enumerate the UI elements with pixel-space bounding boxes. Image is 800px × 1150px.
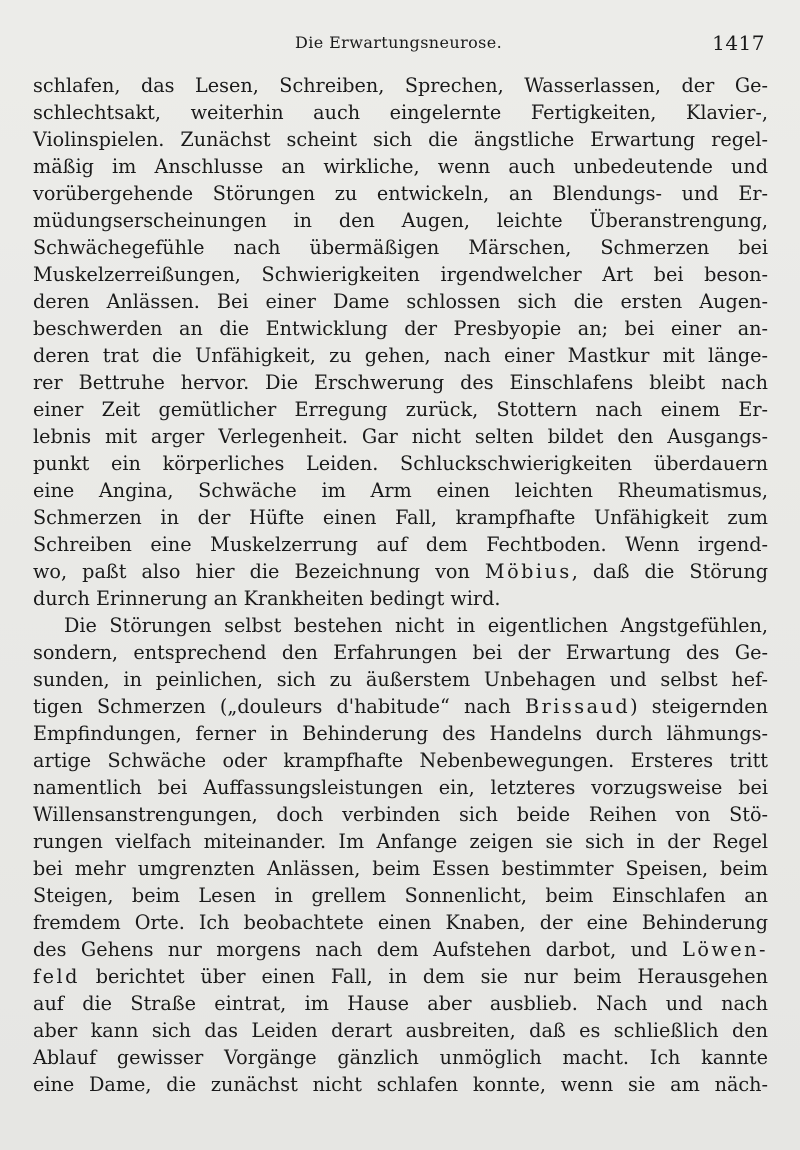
text-line: Die Störungen selbst bestehen nicht in eigentlichen Angstgefühlen,: [64, 614, 768, 637]
text-line: sondern, entsprechend den Erfahrungen bei der Erwartung des Ge-: [33, 641, 768, 664]
text-line: bei mehr umgrenzten Anlässen, beim Essen bestimmter Speisen, beim: [33, 857, 768, 880]
paragraph-1: [33, 72, 768, 612]
text-line: sunden, in peinlichen, sich zu äußerstem Unbehagen und selbst hef-: [33, 668, 768, 691]
text-line: rungen vielfach miteinander. Im Anfange zeigen sie sich in der Regel: [33, 830, 768, 853]
text-segment: , daß die Störung: [571, 560, 768, 583]
text-line: einer Zeit gemütlicher Erregung zurück, Stottern nach einem Er-: [33, 398, 768, 421]
text-line: [33, 963, 768, 990]
text-line: beschwerden an die Entwicklung der Presbyopie an; bei einer an-: [33, 317, 768, 340]
text-line: schlechtsakt, weiterhin auch eingelernte Fertigkeiten, Klavier-,: [33, 101, 768, 124]
page-number: 1417: [712, 31, 765, 55]
spaced-name: Löwen-: [682, 938, 768, 961]
text-line: namentlich bei Auffassungsleistungen ein, letzteres vorzugsweise bei: [33, 776, 768, 799]
text-line: punkt ein körperliches Leiden. Schluckschwierigkeiten überdauern: [33, 452, 768, 475]
text-line: Violinspielen. Zunächst scheint sich die ängstliche Erwartung regel-: [33, 128, 768, 151]
body-text: [33, 72, 768, 1098]
text-line: auf die Straße eintrat, im Hause aber ausblieb. Nach und nach: [33, 992, 768, 1015]
text-line: Empfindungen, ferner in Behinderung des Handelns durch lähmungs-: [33, 722, 768, 745]
text-segment: wo, paßt also hier die Bezeichnung von: [33, 560, 485, 583]
text-line: Schmerzen in der Hüfte einen Fall, krampfhafte Unfähigkeit zum: [33, 506, 768, 529]
text-line: [33, 693, 768, 720]
text-line: Steigen, beim Lesen in grellem Sonnenlicht, beim Einschlafen an: [33, 884, 768, 907]
text-line: lebnis mit arger Verlegenheit. Gar nicht selten bildet den Ausgangs-: [33, 425, 768, 448]
text-line: Muskelzerreißungen, Schwierigkeiten irgendwelcher Art bei beson-: [33, 263, 768, 286]
text-line: artige Schwäche oder krampfhafte Nebenbewegungen. Ersteres tritt: [33, 749, 768, 772]
text-segment: berichtet über einen Fall, in dem sie nur beim Herausgehen: [79, 965, 768, 988]
text-line: aber kann sich das Leiden derart ausbreiten, daß es schließlich den: [33, 1019, 768, 1042]
text-line: fremdem Orte. Ich beobachtete einen Knaben, der eine Behinderung: [33, 911, 768, 934]
text-line: Schreiben eine Muskelzerrung auf dem Fechtboden. Wenn irgend-: [33, 533, 768, 556]
spaced-name: Brissaud: [524, 695, 631, 718]
text-line: vorübergehende Störungen zu entwickeln, an Blendungs- und Er-: [33, 182, 768, 205]
page-header: [33, 0, 768, 72]
text-line: schlafen, das Lesen, Schreiben, Sprechen, Wasserlassen, der Ge-: [33, 74, 768, 97]
spaced-name: feld: [33, 965, 80, 988]
text-line: Schwächegefühle nach übermäßigen Märschen, Schmerzen bei: [33, 236, 768, 259]
text-line: durch Erinnerung an Krankheiten bedingt wird.: [33, 587, 501, 610]
text-line: [33, 936, 768, 963]
paragraph-2: [33, 612, 768, 1098]
text-line: eine Dame, die zunächst nicht schlafen konnte, wenn sie am näch-: [33, 1073, 768, 1096]
text-line: deren Anlässen. Bei einer Dame schlossen sich die ersten Augen-: [33, 290, 768, 313]
text-line: Ablauf gewisser Vorgänge gänzlich unmöglich macht. Ich kannte: [33, 1046, 768, 1069]
text-segment: ) steigernden: [630, 695, 769, 718]
text-line: eine Angina, Schwäche im Arm einen leichten Rheumatismus,: [33, 479, 768, 502]
text-segment: des Gehens nur morgens nach dem Aufstehen darbot, und: [33, 938, 683, 961]
text-line: Willensanstrengungen, doch verbinden sich beide Reihen von Stö-: [33, 803, 768, 826]
text-line: müdungserscheinungen in den Augen, leichte Überanstrengung,: [33, 209, 768, 232]
text-line: rer Bettruhe hervor. Die Erschwerung des Einschlafens bleibt nach: [33, 371, 768, 394]
text-line: deren trat die Unfähigkeit, zu gehen, nach einer Mastkur mit länge-: [33, 344, 768, 367]
text-line: [33, 558, 768, 585]
running-title: Die Erwartungsneurose.: [295, 33, 503, 52]
spaced-name: Möbius: [484, 560, 572, 583]
text-segment: tigen Schmerzen („douleurs d'habitude“ nach: [33, 695, 525, 718]
text-line: mäßig im Anschlusse an wirkliche, wenn auch unbedeutende und: [33, 155, 768, 178]
